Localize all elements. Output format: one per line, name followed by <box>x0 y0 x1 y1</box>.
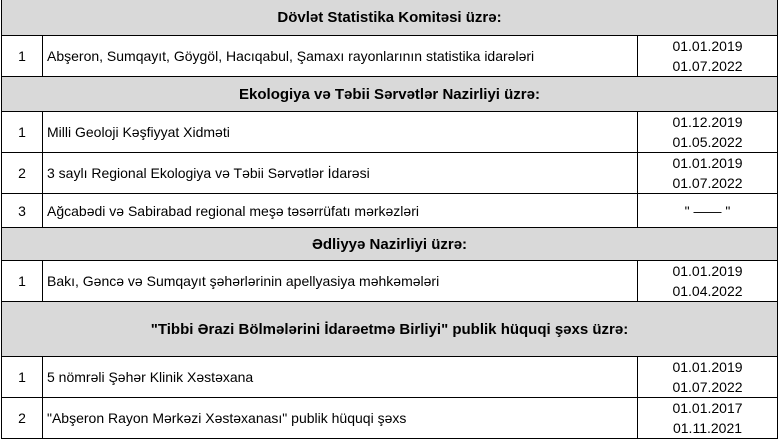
end-date: 01.04.2022 <box>672 283 743 299</box>
row-description: Bakı, Gəncə və Sumqayıt şəhərlərinin apellyasiya məhkəmələri <box>43 261 638 302</box>
row-dates <box>638 153 778 194</box>
start-date: 01.01.2019 <box>672 263 743 279</box>
row-number: 1 <box>2 261 43 302</box>
start-date: 01.12.2019 <box>672 114 743 130</box>
row-description: Milli Geoloji Kəşfiyyat Xidməti <box>43 112 638 153</box>
table-row <box>2 36 778 77</box>
row-dates <box>638 36 778 77</box>
section-title: Ədliyyə Nazirliyi üzrə: <box>2 228 778 261</box>
start-date: 01.01.2019 <box>672 359 743 375</box>
end-date: 01.07.2022 <box>672 379 743 395</box>
row-description: Ağcabədi və Sabirabad regional meşə təsərrüfatı mərkəzləri <box>43 194 638 228</box>
section-header-row <box>2 302 778 357</box>
ditto-mark: " —— " <box>684 202 731 219</box>
table-row <box>2 153 778 194</box>
row-number: 1 <box>2 112 43 153</box>
row-number: 1 <box>2 36 43 77</box>
row-dates <box>638 112 778 153</box>
section-title: "Tibbi Ərazi Bölmələrini İdarəetmə Birliyi" publik hüquqi şəxs üzrə: <box>2 302 778 357</box>
end-date: 01.07.2022 <box>672 58 743 74</box>
row-description: 5 nömrəli Şəhər Klinik Xəstəxana <box>43 357 638 398</box>
end-date: 01.07.2022 <box>672 175 743 191</box>
row-number: 1 <box>2 357 43 398</box>
end-date: 01.05.2022 <box>672 134 743 150</box>
row-number: 3 <box>2 194 43 228</box>
row-description: Abşeron, Sumqayıt, Göygöl, Hacıqabul, Şamaxı rayonlarının statistika idarələri <box>43 36 638 77</box>
row-dates <box>638 261 778 302</box>
table-row <box>2 357 778 398</box>
start-date: 01.01.2017 <box>672 400 743 416</box>
row-number: 2 <box>2 398 43 439</box>
section-header-row <box>2 228 778 261</box>
row-description: 3 saylı Regional Ekologiya və Təbii Sərvətlər İdarəsi <box>43 153 638 194</box>
row-description: "Abşeron Rayon Mərkəzi Xəstəxanası" publik hüquqi şəxs <box>43 398 638 439</box>
row-dates <box>638 398 778 439</box>
section-title: Dövlət Statistika Komitəsi üzrə: <box>2 0 778 36</box>
row-dates <box>638 194 778 228</box>
table-row <box>2 112 778 153</box>
section-title: Ekologiya və Təbii Sərvətlər Nazirliyi üzrə: <box>2 77 778 112</box>
section-header-row <box>2 77 778 112</box>
start-date: 01.01.2019 <box>672 155 743 171</box>
start-date: 01.01.2019 <box>672 38 743 54</box>
table-row <box>2 398 778 439</box>
row-dates <box>638 357 778 398</box>
table-row <box>2 261 778 302</box>
table-row <box>2 194 778 228</box>
institutions-table <box>1 0 778 439</box>
section-header-row <box>2 0 778 36</box>
end-date: 01.11.2021 <box>672 420 743 436</box>
row-number: 2 <box>2 153 43 194</box>
